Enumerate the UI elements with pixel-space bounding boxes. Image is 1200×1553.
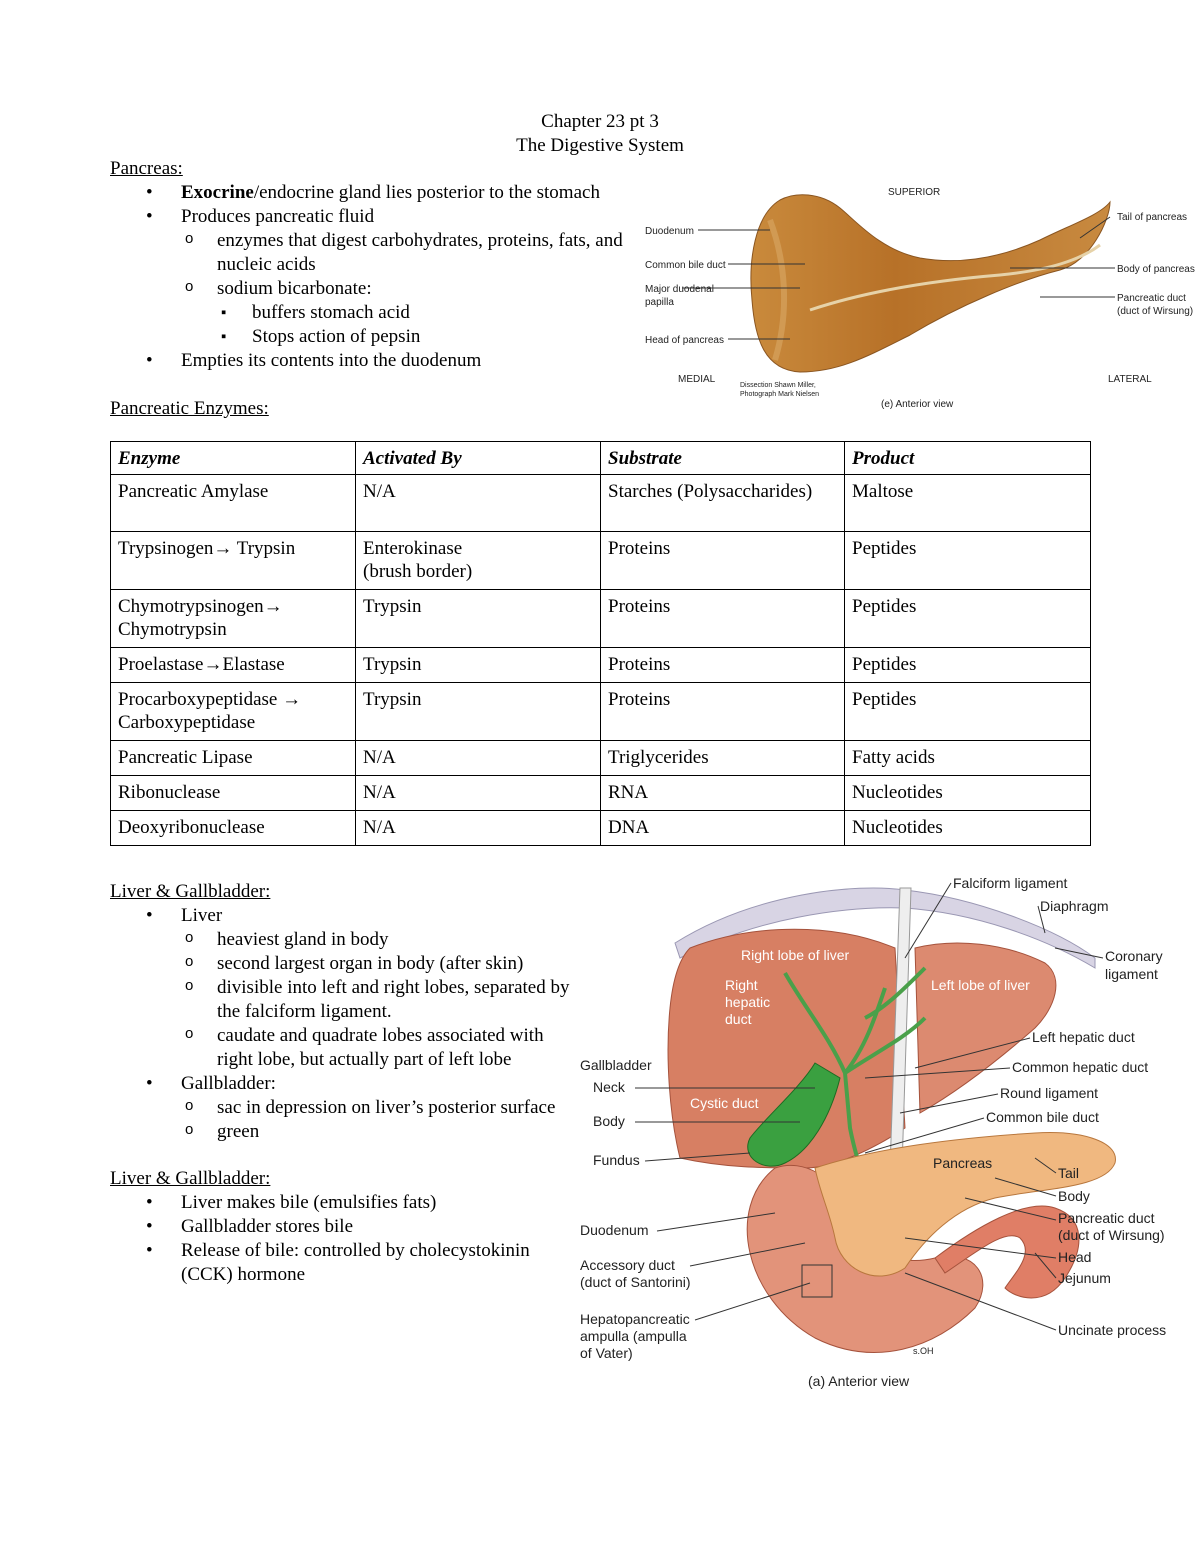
- list-item: o second largest organ in body (after skin): [110, 952, 580, 976]
- chapter-title: Chapter 23 pt 3: [541, 111, 659, 132]
- list-item: ▪ buffers stomach acid: [110, 301, 640, 325]
- label-accessory-2: (duct of Santorini): [580, 1274, 691, 1290]
- column-header: Product: [845, 442, 1091, 475]
- table-row: [111, 683, 1091, 741]
- table-cell: N/A: [356, 811, 601, 846]
- pancreas-section: [110, 157, 640, 373]
- label-coronary-2: ligament: [1105, 966, 1158, 982]
- label-head: Head: [1058, 1249, 1092, 1265]
- list-item: • Produces pancreatic fluid: [110, 205, 640, 229]
- label-ampulla-2: ampulla (ampulla: [580, 1328, 687, 1344]
- table-cell: Enterokinase (brush border): [356, 532, 601, 590]
- table-cell: Trypsin: [356, 648, 601, 683]
- artist-signature: s.OH: [913, 1346, 934, 1356]
- table-header-row: [111, 442, 1091, 475]
- list-item: o divisible into left and right lobes, separated by the falciform ligament.: [110, 976, 572, 1024]
- table-row: [111, 475, 1091, 532]
- list-item: o sac in depression on liver’s posterior surface: [110, 1096, 580, 1120]
- label-uncinate: Uncinate process: [1058, 1322, 1167, 1338]
- column-header: Enzyme: [111, 442, 356, 475]
- label-gallbladder: Gallbladder: [580, 1057, 652, 1073]
- list-item: ▪ Stops action of pepsin: [110, 325, 640, 349]
- label-right-lobe: Right lobe of liver: [741, 947, 850, 963]
- column-header: Substrate: [601, 442, 845, 475]
- pancreas-heading: Pancreas:: [110, 158, 183, 179]
- list-item: o green: [110, 1120, 580, 1144]
- label-common-hepatic: Common hepatic duct: [1012, 1059, 1149, 1075]
- list-item: • Empties its contents into the duodenum: [110, 349, 640, 373]
- label-ampulla-1: Hepatopancreatic: [580, 1311, 690, 1327]
- label-accessory-1: Accessory duct: [580, 1257, 675, 1273]
- list-item: • Liver: [110, 904, 580, 928]
- table-cell: DNA: [601, 811, 845, 846]
- table-cell: Trypsinogen→ Trypsin: [111, 532, 356, 590]
- list-item: • Liver makes bile (emulsifies fats): [110, 1191, 580, 1215]
- liver-heading: Liver & Gallbladder:: [110, 881, 271, 902]
- enzymes-heading: Pancreatic Enzymes:: [110, 398, 269, 419]
- label-duodenum: Duodenum: [580, 1222, 649, 1238]
- credit-line-2: Photograph Mark Nielsen: [740, 391, 819, 398]
- table-cell: Trypsin: [356, 683, 601, 741]
- table-cell: RNA: [601, 776, 845, 811]
- liver-anatomy-figure: [575, 868, 1180, 1393]
- photo-caption: (e) Anterior view: [881, 399, 954, 410]
- table-row: [111, 532, 1091, 590]
- label-tail: Tail: [1058, 1165, 1080, 1181]
- table-cell: N/A: [356, 741, 601, 776]
- label-neck: Neck: [593, 1079, 625, 1095]
- label-ampulla-3: of Vater): [580, 1345, 633, 1361]
- chapter-subtitle: The Digestive System: [516, 135, 684, 156]
- table-cell: Triglycerides: [601, 741, 845, 776]
- table-cell: Nucleotides: [845, 811, 1091, 846]
- tail-label: Tail of pancreas: [1117, 212, 1188, 223]
- papilla-label-2: papilla: [645, 297, 674, 308]
- label-pancreatic-duct-1: Pancreatic duct: [1058, 1210, 1155, 1226]
- list-item: [110, 181, 640, 205]
- table-cell: N/A: [356, 776, 601, 811]
- table-cell: Proteins: [601, 648, 845, 683]
- figure-caption: (a) Anterior view: [808, 1373, 910, 1389]
- label-common-bile: Common bile duct: [986, 1109, 1099, 1125]
- label-round-ligament: Round ligament: [1000, 1085, 1099, 1101]
- list-item: o caudate and quadrate lobes associated with right lobe, but actually part of left lobe: [110, 1024, 572, 1072]
- table-row: [111, 776, 1091, 811]
- table-row: [111, 811, 1091, 846]
- label-diaphragm: Diaphragm: [1040, 898, 1109, 914]
- table-cell: Ribonuclease: [111, 776, 356, 811]
- pancreas-photo-figure: [640, 180, 1200, 412]
- credit-line-1: Dissection Shawn Miller,: [740, 382, 816, 389]
- table-row: [111, 648, 1091, 683]
- common-bile-duct-label: Common bile duct: [645, 260, 726, 271]
- papilla-label-1: Major duodenal: [645, 284, 714, 295]
- list-item: o heaviest gland in body: [110, 928, 580, 952]
- label-body: Body: [593, 1113, 625, 1129]
- table-cell: N/A: [356, 475, 601, 532]
- gland-description: /endocrine gland lies posterior to the stomach: [253, 182, 600, 203]
- duct-label-2: (duct of Wirsung): [1117, 306, 1194, 317]
- table-row: [111, 741, 1091, 776]
- column-header: Activated By: [356, 442, 601, 475]
- label-fundus: Fundus: [593, 1152, 640, 1168]
- liver-list: [110, 904, 580, 1144]
- label-falciform: Falciform ligament: [953, 875, 1068, 891]
- label-right-hepatic-2: hepatic: [725, 994, 771, 1010]
- table-cell: Proteins: [601, 590, 845, 648]
- table-cell: Peptides: [845, 648, 1091, 683]
- pancreas-list: [110, 181, 640, 373]
- table-cell: Chymotrypsinogen→ Chymotrypsin: [111, 590, 356, 648]
- lateral-label: LATERAL: [1108, 374, 1152, 385]
- table-cell: Proelastase→Elastase: [111, 648, 356, 683]
- table-cell: Deoxyribonuclease: [111, 811, 356, 846]
- bile-section: [110, 1167, 580, 1287]
- body-label: Body of pancreas: [1117, 264, 1195, 275]
- head-label: Head of pancreas: [645, 335, 724, 346]
- table-cell: Trypsin: [356, 590, 601, 648]
- table-cell: Peptides: [845, 683, 1091, 741]
- table-cell: Procarboxypeptidase → Carboxypeptidase: [111, 683, 356, 741]
- label-jejunum: Jejunum: [1058, 1270, 1111, 1286]
- list-item: • Gallbladder stores bile: [110, 1215, 580, 1239]
- label-pancreas-body: Body: [1058, 1188, 1090, 1204]
- table-cell: Pancreatic Lipase: [111, 741, 356, 776]
- label-right-hepatic-3: duct: [725, 1011, 752, 1027]
- exocrine-term: Exocrine: [181, 182, 254, 203]
- duodenum-label: Duodenum: [645, 226, 694, 237]
- superior-label: SUPERIOR: [888, 187, 941, 198]
- label-cystic: Cystic duct: [690, 1095, 759, 1111]
- enzyme-table-body: [111, 475, 1091, 846]
- table-cell: Maltose: [845, 475, 1091, 532]
- list-item: o enzymes that digest carbohydrates, proteins, fats, and nucleic acids: [110, 229, 645, 277]
- list-item: • Release of bile: controlled by cholecystokinin (CCK) hormone: [110, 1239, 581, 1287]
- label-coronary-1: Coronary: [1105, 948, 1163, 964]
- label-left-hepatic: Left hepatic duct: [1032, 1029, 1135, 1045]
- bile-list: [110, 1191, 580, 1287]
- table-cell: Peptides: [845, 590, 1091, 648]
- medial-label: MEDIAL: [678, 374, 716, 385]
- label-pancreatic-duct-2: (duct of Wirsung): [1058, 1227, 1165, 1243]
- table-cell: Nucleotides: [845, 776, 1091, 811]
- label-pancreas: Pancreas: [933, 1155, 993, 1171]
- table-cell: Pancreatic Amylase: [111, 475, 356, 532]
- page-title: [0, 110, 1200, 158]
- label-left-lobe: Left lobe of liver: [931, 977, 1030, 993]
- table-cell: Proteins: [601, 532, 845, 590]
- enzyme-table: [110, 441, 1091, 846]
- table-cell: Fatty acids: [845, 741, 1091, 776]
- liver-section: [110, 880, 580, 1144]
- bile-heading: Liver & Gallbladder:: [110, 1168, 271, 1189]
- table-cell: Starches (Polysaccharides): [601, 475, 845, 532]
- table-cell: Proteins: [601, 683, 845, 741]
- duct-label-1: Pancreatic duct: [1117, 293, 1186, 304]
- table-row: [111, 590, 1091, 648]
- list-item: o sodium bicarbonate:: [110, 277, 640, 301]
- table-cell: Peptides: [845, 532, 1091, 590]
- label-right-hepatic-1: Right: [725, 977, 758, 993]
- list-item: • Gallbladder:: [110, 1072, 580, 1096]
